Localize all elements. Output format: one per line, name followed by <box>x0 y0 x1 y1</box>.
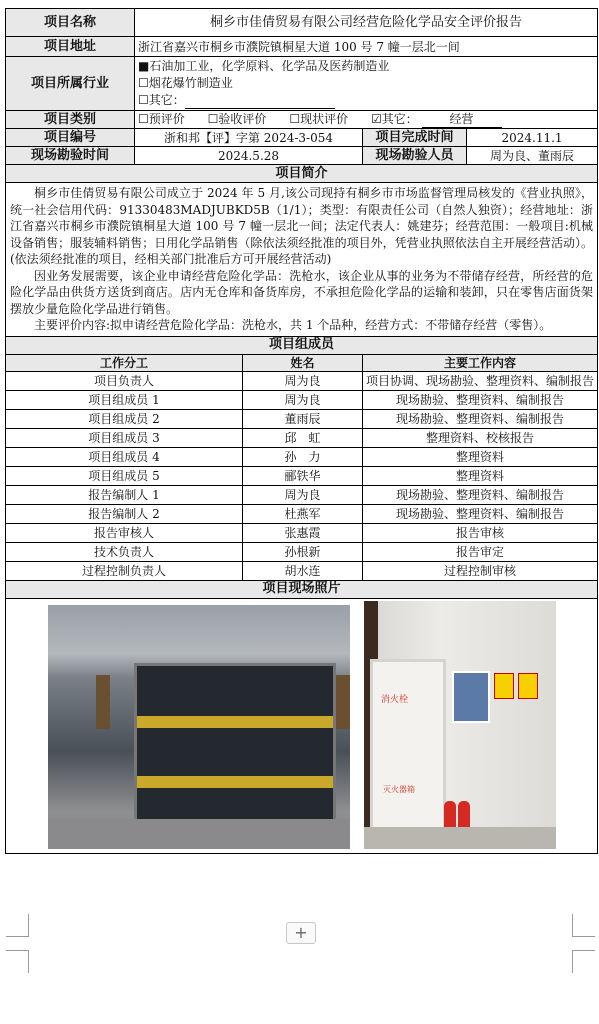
wall-lamp-right <box>336 675 350 729</box>
table-row <box>6 485 598 504</box>
team-role: 项目组成员 3 <box>6 428 243 447</box>
team-role: 技术负责人 <box>6 542 243 561</box>
page-corner-mark <box>6 950 29 973</box>
storefront-ground <box>48 819 350 849</box>
team-header-name: 姓名 <box>243 354 363 371</box>
survey-time-label: 现场勘验时间 <box>6 147 135 165</box>
survey-staff-label: 现场勘验人员 <box>363 147 467 165</box>
team-work-content: 现场勘验、整理资料、编制报告 <box>363 504 598 523</box>
industry-option-fireworks[interactable]: ☐烟花爆竹制造业 <box>138 76 233 90</box>
page-corner-mark <box>572 914 595 937</box>
team-member-name: 孙根新 <box>243 542 363 561</box>
photos-title: 项目现场照片 <box>6 580 598 598</box>
project-number-value: 浙和邦【评】字第 2024-3-054 <box>135 129 363 147</box>
glass-band-bottom <box>137 776 333 788</box>
team-work-content: 现场勘验、整理资料、编制报告 <box>363 390 598 409</box>
no-fire-sign-icon <box>518 673 538 699</box>
project-address-label: 项目地址 <box>6 37 135 57</box>
team-role: 报告审核人 <box>6 523 243 542</box>
table-row <box>6 390 598 409</box>
project-number-label: 项目编号 <box>6 129 135 147</box>
team-member-name: 张惠霞 <box>243 523 363 542</box>
table-row <box>6 447 598 466</box>
table-row <box>6 371 598 390</box>
project-name-value: 桐乡市佳倩贸易有限公司经营危险化学品安全评价报告 <box>135 9 598 37</box>
team-work-content: 报告审核 <box>363 523 598 542</box>
safety-poster <box>452 671 490 723</box>
team-work-content: 现场勘验、整理资料、编制报告 <box>363 485 598 504</box>
industry-label: 项目所属行业 <box>6 57 135 111</box>
finish-time-label: 项目完成时间 <box>363 129 467 147</box>
survey-time-value: 2024.5.28 <box>135 147 363 165</box>
extinguisher-box-label: 灭火器箱 <box>383 784 415 794</box>
intro-paragraph-1: 桐乡市佳倩贸易有限公司成立于 2024 年 5 月,该公司现持有桐乡市市场监督管理局核发的《营业执照》，统一社会信用代码：91330483MADJUBKD5B（1/1）；类型：有限责任公司（自然人独资）；经营地址：浙江省嘉兴市桐乡市濮院镇桐星大道 100 号 7 幢一层北一间；法定代表人：姚建芬；经营范围：一般项目:机械设备销售；服装辅料销售；日用化学品销售（除依法须经批准的项目外，凭营业执照依法自主开展经营活动）。(依法须经批准的项目，经相关部门批准后方可开展经营活动) <box>10 186 594 266</box>
team-work-content: 整理资料、校核报告 <box>363 428 598 447</box>
team-work-content: 过程控制审核 <box>363 561 598 580</box>
team-title: 项目组成员 <box>6 336 598 354</box>
team-member-name: 胡水连 <box>243 561 363 580</box>
page-corner-mark <box>6 914 29 937</box>
team-header-work: 主要工作内容 <box>363 354 598 371</box>
editor-page-gap <box>0 914 599 1024</box>
intro-paragraph-3: 主要评价内容:拟申请经营危险化学品：洗枪水，共 1 个品种，经营方式：不带储存经营（零售）。 <box>34 318 552 332</box>
team-work-content: 现场勘验、整理资料、编制报告 <box>363 409 598 428</box>
category-acceptance[interactable]: ☐验收评价 <box>207 112 267 126</box>
team-rows <box>6 371 598 580</box>
report-table <box>5 8 598 854</box>
glass-band-top <box>137 716 333 728</box>
table-row <box>6 466 598 485</box>
category-label: 项目类别 <box>6 111 135 129</box>
team-work-content: 整理资料 <box>363 466 598 485</box>
category-pre-eval[interactable]: ☐预评价 <box>138 112 185 126</box>
project-address-value: 浙江省嘉兴市桐乡市濮院镇桐星大道 100 号 7 幢一层北一间 <box>135 37 598 57</box>
team-member-name: 郦铁华 <box>243 466 363 485</box>
team-role: 报告编制人 2 <box>6 504 243 523</box>
page-corner-mark <box>572 950 595 973</box>
team-header-role: 工作分工 <box>6 354 243 371</box>
team-role: 项目组成员 4 <box>6 447 243 466</box>
category-status[interactable]: ☐现状评价 <box>289 112 349 126</box>
table-row <box>6 542 598 561</box>
report-page <box>5 8 597 854</box>
team-work-content: 项目协调、现场勘验、整理资料、编制报告 <box>363 371 598 390</box>
photos-cell <box>6 598 598 853</box>
floor <box>364 827 556 849</box>
team-role: 项目组成员 2 <box>6 409 243 428</box>
team-role: 报告编制人 1 <box>6 485 243 504</box>
storefront-glass <box>134 663 336 829</box>
warning-sign-icon <box>494 673 514 699</box>
fire-hydrant-cabinet <box>370 659 446 835</box>
team-member-name: 周为良 <box>243 390 363 409</box>
finish-time-value: 2024.11.1 <box>467 129 598 147</box>
add-page-button[interactable]: + <box>286 922 316 944</box>
team-member-name: 杜燕军 <box>243 504 363 523</box>
table-row <box>6 561 598 580</box>
fire-cabinet-photo <box>364 601 556 849</box>
table-row <box>6 504 598 523</box>
team-role: 过程控制负责人 <box>6 561 243 580</box>
industry-option-other[interactable] <box>138 92 594 109</box>
team-member-name: 董雨辰 <box>243 409 363 428</box>
team-member-name: 周为良 <box>243 371 363 390</box>
survey-staff-value: 周为良、董雨辰 <box>467 147 598 165</box>
team-role: 项目组成员 5 <box>6 466 243 485</box>
table-row <box>6 428 598 447</box>
team-role: 项目组成员 1 <box>6 390 243 409</box>
industry-option-other-label: ☐其它： <box>138 93 185 107</box>
photos-area <box>6 599 597 853</box>
project-name-label: 项目名称 <box>6 9 135 37</box>
team-member-name: 邱 虹 <box>243 428 363 447</box>
category-other[interactable]: ☑其它： <box>370 112 418 126</box>
team-work-content: 报告审定 <box>363 542 598 561</box>
table-row <box>6 523 598 542</box>
cabinet-label: 消火栓 <box>381 694 409 705</box>
industry-options <box>135 57 598 111</box>
intro-body <box>6 183 598 337</box>
team-member-name: 周为良 <box>243 485 363 504</box>
wall-lamp-left <box>96 675 110 729</box>
team-role: 项目负责人 <box>6 371 243 390</box>
category-options <box>135 111 598 129</box>
team-work-content: 整理资料 <box>363 447 598 466</box>
intro-title: 项目简介 <box>6 165 598 183</box>
table-row <box>6 409 598 428</box>
storefront-photo <box>48 605 350 849</box>
category-other-value: 经营 <box>422 111 502 128</box>
industry-option-chemical[interactable]: ■石油加工业，化学原料、化学品及医药制造业 <box>138 59 390 73</box>
intro-paragraph-2: 因业务发展需要，该企业申请经营危险化学品：洗枪水，该企业从事的业务为不带储存经营，所经营的危险化学品由供货方送货到商店。店内无仓库和备货库房，不承担危险化学品的运输和装卸，只在零售店面货架摆放少量危险化学品进行销售。 <box>10 268 594 316</box>
industry-other-blank <box>185 95 335 109</box>
team-member-name: 孙 力 <box>243 447 363 466</box>
